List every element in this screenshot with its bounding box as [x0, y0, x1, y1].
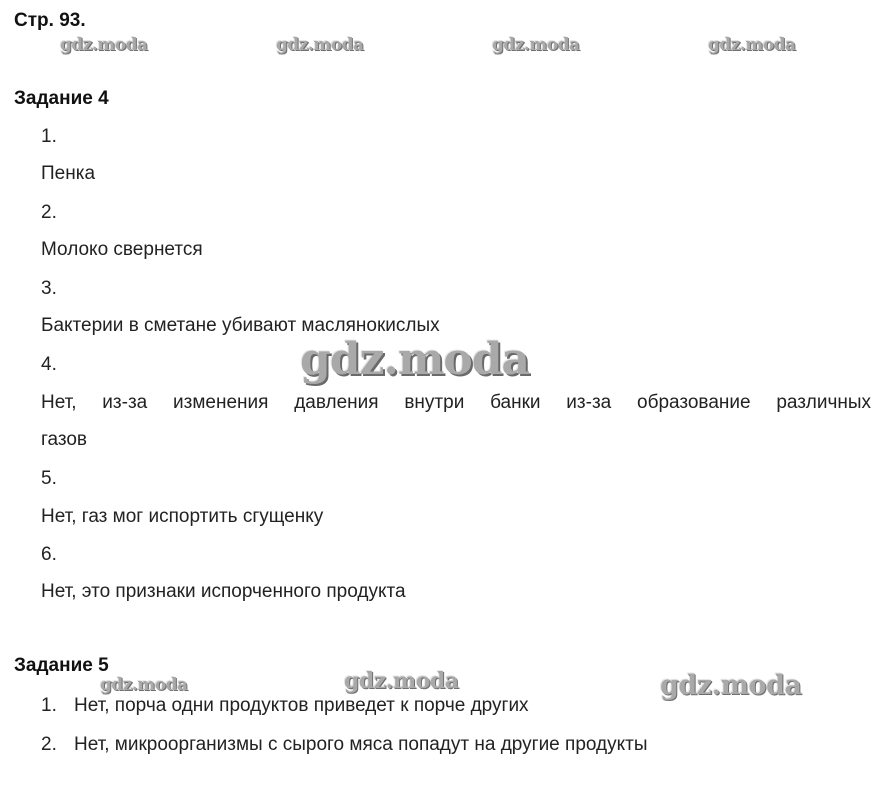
task4-item6-number: 6. — [41, 544, 57, 565]
task4-item1-answer: Пенка — [41, 163, 96, 184]
watermark-logo: gdz.moda — [660, 670, 802, 701]
task4-item6-answer: Нет, это признаки испорченного продукта — [41, 581, 406, 602]
watermark-logo: gdz.moda — [708, 35, 796, 55]
task4-item4-answer-line2: газов — [41, 429, 88, 450]
task4-title: Задание 4 — [14, 88, 109, 109]
task5-item2-answer: Нет, микроорганизмы с сырого мяса попадут на другие продукты — [74, 734, 648, 755]
watermark-logo: gdz.moda — [60, 35, 148, 55]
watermark-logo: gdz.moda — [344, 668, 459, 694]
task4-item5-number: 5. — [41, 468, 57, 489]
page-label: Стр. 93. — [14, 10, 86, 31]
task4-item3-number: 3. — [41, 278, 57, 299]
task4-item4-answer-line1: Нет, из-за изменения давления внутри банки из-за образование различных — [41, 392, 871, 413]
task5-item1-number: 1. — [41, 695, 57, 716]
task4-item2-number: 2. — [41, 202, 57, 223]
watermark-logo: gdz.moda — [300, 334, 530, 385]
watermark-logo: gdz.moda — [492, 35, 580, 55]
watermark-logo: gdz.moda — [100, 675, 188, 695]
task4-item1-number: 1. — [41, 126, 57, 147]
task4-item3-answer: Бактерии в сметане убивают маслянокислых — [41, 315, 440, 336]
task5-item2-number: 2. — [41, 734, 57, 755]
task5-title: Задание 5 — [14, 655, 109, 676]
task4-item4-number: 4. — [41, 354, 57, 375]
task4-item5-answer: Нет, газ мог испортить сгущенку — [41, 506, 324, 527]
watermark-logo: gdz.moda — [276, 35, 364, 55]
task4-item2-answer: Молоко свернется — [41, 239, 203, 260]
task5-item1-answer: Нет, порча одни продуктов приведет к порче других — [74, 695, 529, 716]
